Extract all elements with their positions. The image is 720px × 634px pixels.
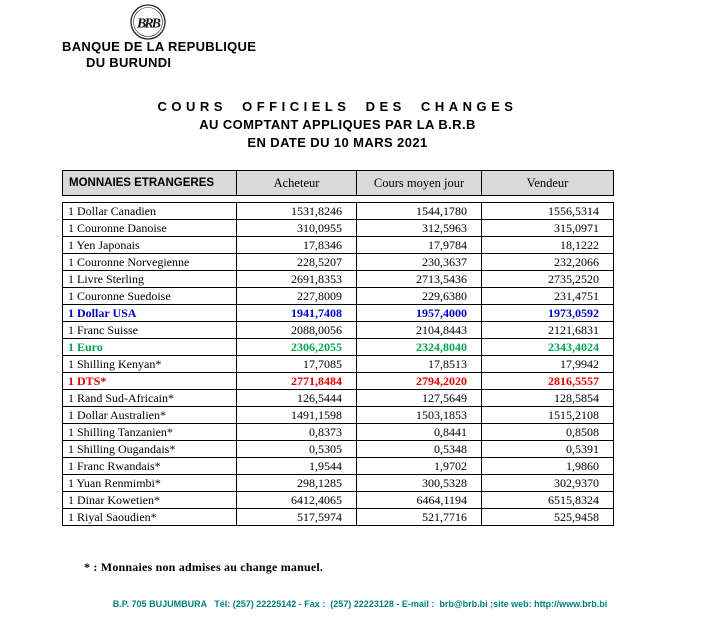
brb-logo-icon <box>128 2 168 42</box>
rate-value-cell: 229,6380 <box>357 288 482 305</box>
rate-value-cell: 6515,8324 <box>482 492 614 509</box>
rates-table-body <box>63 203 614 526</box>
rate-value-cell: 0,8441 <box>357 424 482 441</box>
rate-value-cell: 2324,8040 <box>357 339 482 356</box>
exchange-rates-section <box>62 170 613 526</box>
table-row <box>63 356 614 373</box>
currency-name-cell: 1 Yuan Renmimbi* <box>63 475 237 492</box>
table-row <box>63 305 614 322</box>
rate-value-cell: 0,5348 <box>357 441 482 458</box>
currency-name-cell: 1 Shilling Ougandais* <box>63 441 237 458</box>
rate-value-cell: 2816,5557 <box>482 373 614 390</box>
rate-value-cell: 2343,4024 <box>482 339 614 356</box>
rate-value-cell: 231,4751 <box>482 288 614 305</box>
table-row <box>63 373 614 390</box>
rate-value-cell: 228,5207 <box>237 254 357 271</box>
table-row <box>63 390 614 407</box>
rate-value-cell: 0,5391 <box>482 441 614 458</box>
rate-value-cell: 2306,2055 <box>237 339 357 356</box>
rate-value-cell: 0,8508 <box>482 424 614 441</box>
rate-value-cell: 298,1285 <box>237 475 357 492</box>
rate-value-cell: 2691,8353 <box>237 271 357 288</box>
rate-value-cell: 310,0955 <box>237 220 357 237</box>
document-title-date: EN DATE DU 10 MARS 2021 <box>247 135 428 150</box>
bank-name-line1: BANQUE DE LA REPUBLIQUE <box>62 39 257 54</box>
rate-value-cell: 1,9860 <box>482 458 614 475</box>
rate-value-cell: 1491,1598 <box>237 407 357 424</box>
rate-value-cell: 17,8513 <box>357 356 482 373</box>
rate-value-cell: 0,5305 <box>237 441 357 458</box>
rate-value-cell: 525,9458 <box>482 509 614 526</box>
currency-name-cell: 1 Dollar USA <box>63 305 237 322</box>
rate-value-cell: 227,8009 <box>237 288 357 305</box>
rate-value-cell: 18,1222 <box>482 237 614 254</box>
rate-value-cell: 1,9544 <box>237 458 357 475</box>
table-row <box>63 407 614 424</box>
table-row <box>63 288 614 305</box>
currency-name-cell: 1 Couronne Norvegienne <box>63 254 237 271</box>
brb-logo-text: BRB <box>136 16 160 32</box>
rate-value-cell: 1503,1853 <box>357 407 482 424</box>
rate-value-cell: 1531,8246 <box>237 203 357 220</box>
rates-table-header <box>62 170 614 196</box>
rate-value-cell: 17,8346 <box>237 237 357 254</box>
currency-name-cell: 1 Shilling Tanzanien* <box>63 424 237 441</box>
rate-value-cell: 17,9942 <box>482 356 614 373</box>
bank-name-line2: DU BURUNDI <box>86 55 172 70</box>
currency-name-cell: 1 Dinar Kowetien* <box>63 492 237 509</box>
rate-value-cell: 1556,5314 <box>482 203 614 220</box>
table-row <box>63 220 614 237</box>
currency-name-cell: 1 Dollar Australien* <box>63 407 237 424</box>
rate-value-cell: 1973,0592 <box>482 305 614 322</box>
document-titles <box>62 98 613 152</box>
table-row <box>63 509 614 526</box>
column-header-cours-moyen-jour: Cours moyen jour <box>357 171 482 196</box>
rate-value-cell: 2794,2020 <box>357 373 482 390</box>
currency-name-cell: 1 Franc Suisse <box>63 322 237 339</box>
rate-value-cell: 521,7716 <box>357 509 482 526</box>
document-title-sub: AU COMPTANT APPLIQUES PAR LA B.R.B <box>199 117 476 132</box>
column-header-monnaies-etrangeres: MONNAIES ETRANGERES <box>63 171 237 196</box>
rate-value-cell: 17,7085 <box>237 356 357 373</box>
rate-value-cell: 300,5328 <box>357 475 482 492</box>
rate-value-cell: 517,5974 <box>237 509 357 526</box>
table-row <box>63 424 614 441</box>
currency-name-cell: 1 Shilling Kenyan* <box>63 356 237 373</box>
footer-contact-info: B.P. 705 BUJUMBURA Tél: (257) 22225142 - Fax : (257) 22223128 - E-mail : brb@brb.bi ;site web: http://www.brb.bi <box>112 599 608 609</box>
table-row <box>63 271 614 288</box>
rate-value-cell: 312,5963 <box>357 220 482 237</box>
table-row <box>63 441 614 458</box>
rate-value-cell: 126,5444 <box>237 390 357 407</box>
currency-name-cell: 1 Euro <box>63 339 237 356</box>
rate-value-cell: 2121,6831 <box>482 322 614 339</box>
table-row <box>63 203 614 220</box>
table-row <box>63 475 614 492</box>
rate-value-cell: 6412,4065 <box>237 492 357 509</box>
rate-value-cell: 1,9702 <box>357 458 482 475</box>
column-header-acheteur: Acheteur <box>237 171 357 196</box>
rate-value-cell: 302,9370 <box>482 475 614 492</box>
bank-name <box>62 39 256 71</box>
brb-logo <box>128 2 168 42</box>
currency-name-cell: 1 DTS* <box>63 373 237 390</box>
rate-value-cell: 2735,2520 <box>482 271 614 288</box>
table-row <box>63 339 614 356</box>
rate-value-cell: 127,5649 <box>357 390 482 407</box>
table-row <box>63 458 614 475</box>
rate-value-cell: 1515,2108 <box>482 407 614 424</box>
rate-value-cell: 230,3637 <box>357 254 482 271</box>
table-row <box>63 254 614 271</box>
rate-value-cell: 6464,1194 <box>357 492 482 509</box>
currency-name-cell: 1 Dollar Canadien <box>63 203 237 220</box>
table-row <box>63 237 614 254</box>
rate-value-cell: 2713,5436 <box>357 271 482 288</box>
rates-table <box>62 202 614 526</box>
rate-value-cell: 232,2066 <box>482 254 614 271</box>
rate-value-cell: 1941,7408 <box>237 305 357 322</box>
table-row <box>63 492 614 509</box>
rate-value-cell: 1957,4000 <box>357 305 482 322</box>
rate-value-cell: 2104,8443 <box>357 322 482 339</box>
rate-value-cell: 17,9784 <box>357 237 482 254</box>
currency-name-cell: 1 Yen Japonais <box>63 237 237 254</box>
rate-value-cell: 2771,8484 <box>237 373 357 390</box>
table-row <box>63 322 614 339</box>
currency-name-cell: 1 Riyal Saoudien* <box>63 509 237 526</box>
rate-value-cell: 315,0971 <box>482 220 614 237</box>
document-title-main: COURS OFFICIELS DES CHANGES <box>157 99 518 114</box>
currency-name-cell: 1 Couronne Danoise <box>63 220 237 237</box>
currency-name-cell: 1 Rand Sud-Africain* <box>63 390 237 407</box>
footnote: * : Monnaies non admises au change manuel. <box>84 560 324 574</box>
rate-value-cell: 128,5854 <box>482 390 614 407</box>
currency-name-cell: 1 Franc Rwandais* <box>63 458 237 475</box>
rate-value-cell: 2088,0056 <box>237 322 357 339</box>
rate-value-cell: 0,8373 <box>237 424 357 441</box>
header-row <box>63 171 614 196</box>
column-header-vendeur: Vendeur <box>482 171 614 196</box>
rate-value-cell: 1544,1780 <box>357 203 482 220</box>
currency-name-cell: 1 Couronne Suedoise <box>63 288 237 305</box>
currency-name-cell: 1 Livre Sterling <box>63 271 237 288</box>
